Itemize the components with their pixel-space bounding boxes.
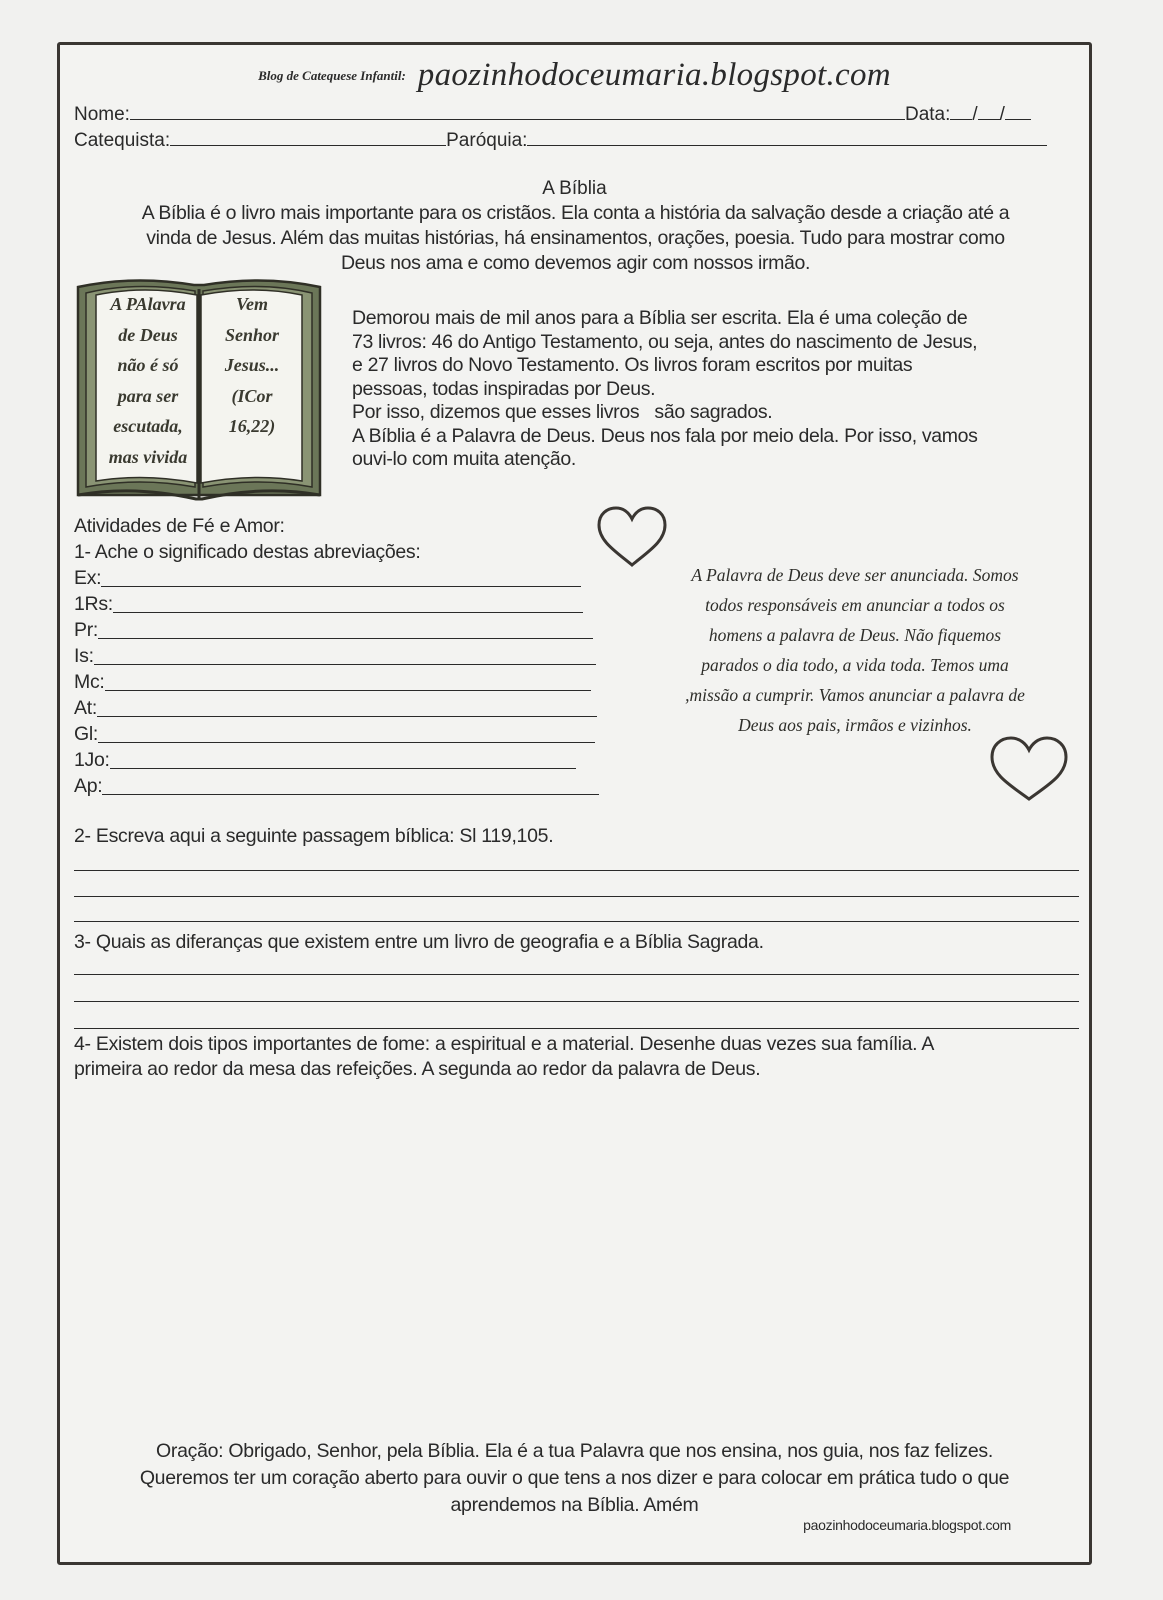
section-title: A Bíblia <box>542 178 607 199</box>
abbreviation-row <box>74 591 599 617</box>
abbreviation-list <box>74 565 599 799</box>
prayer-text <box>74 1438 1075 1519</box>
book-text-line: A PAlavra <box>110 294 186 314</box>
quote-line: A Palavra de Deus deve ser anunciada. Somos <box>691 565 1019 585</box>
answer-line[interactable] <box>98 742 595 743</box>
date-field[interactable]: / / <box>950 104 1031 125</box>
catechist-row <box>74 129 1047 152</box>
answer-line[interactable] <box>105 690 591 691</box>
facts-line: 73 livros: 46 do Antigo Testamento, ou seja, antes do nascimento de Jesus, <box>352 330 978 353</box>
answer-line[interactable] <box>74 896 1079 897</box>
abbreviation-label: Mc: <box>74 671 105 693</box>
drawing-area[interactable] <box>74 1090 1074 1430</box>
quote-box <box>635 560 1075 740</box>
abbreviation-row <box>74 565 599 591</box>
book-text-line: para ser <box>117 385 179 406</box>
book-text-line: de Deus <box>118 324 178 345</box>
intro-paragraph <box>74 201 1077 276</box>
answer-line[interactable] <box>74 1028 1079 1029</box>
intro-line: vinda de Jesus. Além das muitas histórias, há ensinamentos, orações, poesia. Tudo para mostrar como <box>146 227 1005 249</box>
book-text-line: mas vivida <box>108 446 188 467</box>
quote-line: parados o dia todo, a vida toda. Temos uma <box>701 655 1009 675</box>
answer-line[interactable] <box>98 638 593 639</box>
abbreviation-row <box>74 669 599 695</box>
catechist-label: Catequista: <box>74 130 171 151</box>
date-label: Data: <box>904 104 951 125</box>
quote-line: ,missão a cumprir. Vamos anunciar a palavra de <box>685 685 1025 705</box>
prayer-line: Oração: Obrigado, Senhor, pela Bíblia. Ela é a tua Palavra que nos ensina, nos guia, nos faz felizes. <box>156 1440 993 1462</box>
facts-line: Demorou mais de mil anos para a Bíblia ser escrita. Ela é uma coleção de <box>352 307 968 329</box>
prayer-line: Queremos ter um coração aberto para ouvir o que tens a nos dizer e para colocar em prática tudo o que <box>139 1467 1010 1489</box>
quote-line: todos responsáveis em anunciar a todos os <box>705 595 1005 615</box>
open-bible-illustration <box>74 273 324 505</box>
name-field[interactable] <box>130 103 905 120</box>
answer-line[interactable] <box>74 921 1079 922</box>
answer-line[interactable] <box>110 768 576 769</box>
book-text-line: não é só <box>117 355 179 375</box>
abbreviation-label: Is: <box>74 645 94 667</box>
answer-line[interactable] <box>74 870 1079 871</box>
book-left-page-text <box>96 289 200 472</box>
answer-line[interactable] <box>74 1001 1079 1002</box>
facts-line: ouvi-lo com muita atenção. <box>352 448 576 470</box>
abbreviation-row <box>74 643 599 669</box>
quote-line: homens a palavra de Deus. Não fiquemos <box>708 625 1002 645</box>
answer-line[interactable] <box>102 794 599 795</box>
answer-line[interactable] <box>97 716 597 717</box>
abbreviation-row <box>74 721 599 747</box>
answer-line[interactable] <box>94 664 596 665</box>
question-4-title <box>74 1032 934 1082</box>
prayer-line: aprendemos na Bíblia. Amém <box>450 1494 699 1516</box>
book-text-line: (ICor <box>231 385 273 406</box>
abbreviation-row <box>74 617 599 643</box>
book-text-line: Jesus... <box>224 355 280 375</box>
abbreviation-label: At: <box>74 697 97 719</box>
blog-url: paozinhodoceumaria.blogspot.com <box>417 57 891 93</box>
question-1-title: 1- Ache o significado destas abreviações: <box>74 541 421 563</box>
worksheet-frame <box>57 42 1092 1565</box>
book-text-line: escutada, <box>113 416 183 436</box>
intro-line: A Bíblia é o livro mais importante para os cristãos. Ela conta a história da salvação desde a criação até a <box>141 202 1010 224</box>
book-right-page-text <box>202 289 302 442</box>
answer-line[interactable] <box>101 586 581 587</box>
activities-section <box>74 513 599 799</box>
facts-line: e 27 livros do Novo Testamento. Os livros foram escritos por muitas <box>352 354 913 376</box>
abbreviation-label: Gl: <box>74 723 99 745</box>
blog-header <box>60 57 1089 94</box>
abbreviation-label: 1Jo: <box>74 749 110 771</box>
blog-label: Blog de Catequese Infantil: <box>258 67 406 83</box>
abbreviation-label: Ex: <box>74 567 102 589</box>
book-text-line: Senhor <box>224 324 280 345</box>
footer-url: paozinhodoceumaria.blogspot.com <box>803 1517 1011 1533</box>
parish-label: Paróquia: <box>446 130 528 151</box>
abbreviation-label: Ap: <box>74 775 103 797</box>
abbreviation-label: 1Rs: <box>74 593 113 615</box>
parish-field[interactable] <box>527 129 1047 146</box>
abbreviation-row <box>74 747 599 773</box>
abbreviation-row <box>74 773 599 799</box>
answer-line[interactable] <box>113 612 583 613</box>
facts-line: A Bíblia é a Palavra de Deus. Deus nos fala por meio dela. Por isso, vamos <box>352 424 978 447</box>
answer-line[interactable] <box>74 974 1079 975</box>
activities-heading: Atividades de Fé e Amor: <box>74 515 285 537</box>
facts-line: Por isso, dizemos que esses livros são sagrados. <box>352 401 773 423</box>
name-label: Nome: <box>74 104 130 125</box>
bible-facts-paragraph <box>352 307 1087 472</box>
question-4-line: primeira ao redor da mesa das refeições. A segunda ao redor da palavra de Deus. <box>74 1058 761 1080</box>
name-row <box>74 103 1031 126</box>
question-2-title: 2- Escreva aqui a seguinte passagem bíblica: Sl 119,105. <box>74 825 554 847</box>
abbreviation-label: Pr: <box>74 619 99 641</box>
question-4-line: 4- Existem dois tipos importantes de fome: a espiritual e a material. Desenhe duas vezes sua família. A <box>74 1033 935 1055</box>
book-text-line: 16,22) <box>228 416 276 436</box>
book-text-line: Vem <box>235 294 268 314</box>
intro-line: Deus nos ama e como devemos agir com nossos irmão. <box>340 252 811 274</box>
facts-line: pessoas, todas inspiradas por Deus. <box>352 377 656 400</box>
abbreviation-row <box>74 695 599 721</box>
heart-outline-icon <box>988 735 1070 803</box>
question-3-title: 3- Quais as diferanças que existem entre um livro de geografia e a Bíblia Sagrada. <box>74 931 764 953</box>
quote-line: Deus aos pais, irmãos e vizinhos. <box>738 715 972 735</box>
catechist-field[interactable] <box>170 129 446 146</box>
